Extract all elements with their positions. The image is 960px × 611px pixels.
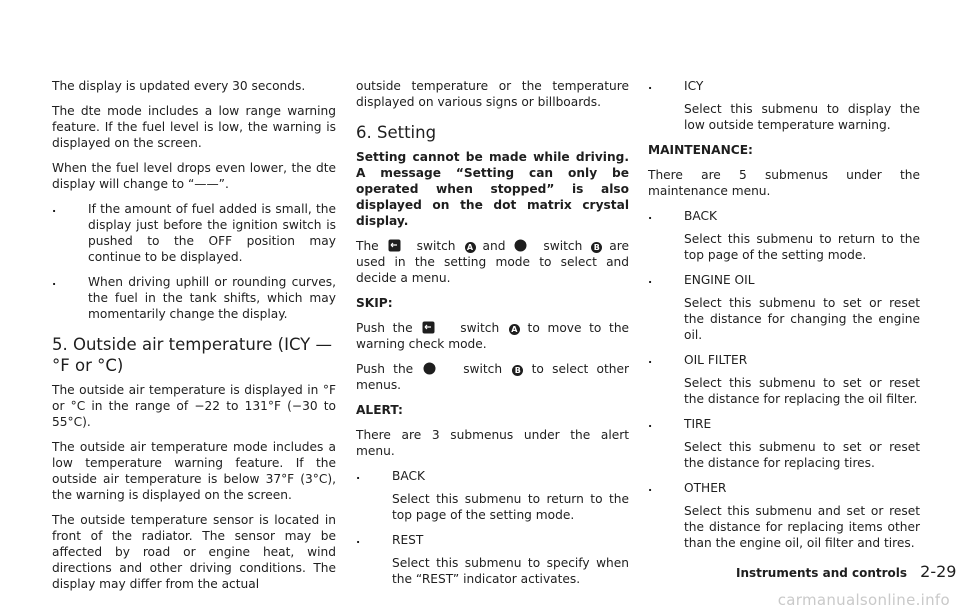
page-number: 2-29 — [920, 562, 957, 581]
section-heading: 6. Setting — [356, 123, 437, 142]
column-3 — [648, 78, 920, 560]
enter-switch-icon — [422, 321, 435, 334]
warning-text: Setting cannot be made while driving. A message “Setting can only be operated when stopped” is also displayed on the dot matrix crystal display. — [356, 150, 629, 228]
submenu-item — [648, 416, 920, 471]
submenu-description: Select this submenu and set or reset the distance for replacing items other than the engine oil, oil filter and tires. — [684, 504, 920, 550]
submenu-name: BACK — [392, 469, 425, 483]
submenu-name: ENGINE OIL — [684, 273, 755, 287]
submenu-description: Select this submenu to set or reset the distance for changing the engine oil. — [684, 296, 920, 342]
bullet-marker: . — [648, 79, 653, 92]
paragraph: outside temperature or the temperature displayed on various signs or billboards. — [356, 79, 629, 109]
bullet-item — [52, 274, 336, 322]
bullet-item — [52, 201, 336, 265]
subsection-label: MAINTENANCE: — [648, 143, 753, 157]
bullet-marker: . — [648, 481, 653, 494]
bullet-marker: . — [648, 353, 653, 366]
marker-a-icon: A — [465, 242, 476, 253]
paragraph: There are 3 submenus under the alert menu. — [356, 428, 629, 458]
paragraph: The outside temperature sensor is located in front of the radiator. The sensor may be affected by road or engine heat, wind directions and other driving conditions. The display may differ from the actual — [52, 513, 336, 591]
submenu-item — [648, 480, 920, 551]
bullet-marker: . — [648, 273, 653, 286]
submenu-description: Select this submenu to return to the top page of the setting mode. — [392, 492, 629, 522]
bullet-text: If the amount of fuel added is small, the display just before the ignition switch is pushed to the OFF position may continue to be displayed. — [88, 202, 336, 264]
watermark: carmanualsonline.info — [777, 591, 950, 609]
subsection-label: SKIP: — [356, 296, 393, 310]
submenu-name: OIL FILTER — [684, 353, 748, 367]
column-1 — [52, 78, 336, 601]
paragraph: The outside air temperature is displayed in °F or °C in the range of −22 to 131°F (−30 to 55°C). — [52, 383, 336, 429]
rotate-switch-icon — [423, 362, 436, 375]
footer-section-title: Instruments and controls — [736, 566, 908, 580]
paragraph: The dte mode includes a low range warning feature. If the fuel level is low, the warning is displayed on the screen. — [52, 104, 336, 150]
submenu-name: TIRE — [684, 417, 712, 431]
submenu-item — [648, 208, 920, 263]
paragraph: The display is updated every 30 seconds. — [52, 79, 306, 93]
submenu-item — [356, 468, 629, 523]
bullet-marker: . — [356, 533, 361, 546]
submenu-item — [648, 352, 920, 407]
submenu-name: OTHER — [684, 481, 727, 495]
push-paragraph: Push the switch B to select other menus. — [356, 362, 630, 392]
submenu-description: Select this submenu to display the low outside temperature warning. — [684, 102, 920, 132]
bullet-marker: . — [52, 202, 57, 215]
submenu-description: Select this submenu to set or reset the distance for replacing the oil filter. — [684, 376, 920, 406]
paragraph: There are 5 submenus under the maintenance menu. — [648, 168, 920, 198]
column-2 — [356, 78, 629, 596]
bullet-text: When driving uphill or rounding curves, the fuel in the tank shifts, which may momentarily change the display. — [88, 275, 336, 321]
enter-switch-icon — [388, 239, 401, 252]
section-heading: 5. Outside air temperature (ICY — °F or °C) — [52, 335, 332, 375]
bullet-marker: . — [648, 209, 653, 222]
submenu-name: REST — [392, 533, 424, 547]
submenu-description: Select this submenu to set or reset the distance for replacing tires. — [684, 440, 920, 470]
paragraph: The outside air temperature mode includes a low temperature warning feature. If the outside air temperature is below 37°F (3°C), the warning is displayed on the screen. — [52, 440, 336, 502]
marker-a-icon: A — [509, 324, 520, 335]
bullet-marker: . — [356, 469, 361, 482]
page-footer — [736, 562, 956, 581]
submenu-item — [648, 78, 920, 133]
rotate-switch-icon — [514, 239, 527, 252]
subsection-label: ALERT: — [356, 403, 403, 417]
bullet-marker: . — [52, 275, 57, 288]
submenu-description: Select this submenu to return to the top page of the setting mode. — [684, 232, 920, 262]
paragraph: When the fuel level drops even lower, the dte display will change to “——”. — [52, 161, 336, 191]
submenu-description: Select this submenu to specify when the “REST” indicator activates. — [392, 556, 629, 586]
skip-paragraph: Push the switch A to move to the warning check mode. — [356, 321, 630, 351]
submenu-item — [356, 532, 629, 587]
marker-b-icon: B — [512, 365, 523, 376]
submenu-name: BACK — [684, 209, 717, 223]
submenu-name: ICY — [684, 79, 704, 93]
submenu-item — [648, 272, 920, 343]
marker-b-icon: B — [591, 242, 602, 253]
bullet-marker: . — [648, 417, 653, 430]
setting-paragraph: The switch A and switch B are used in the setting mode to select and decide a menu. — [356, 239, 630, 285]
